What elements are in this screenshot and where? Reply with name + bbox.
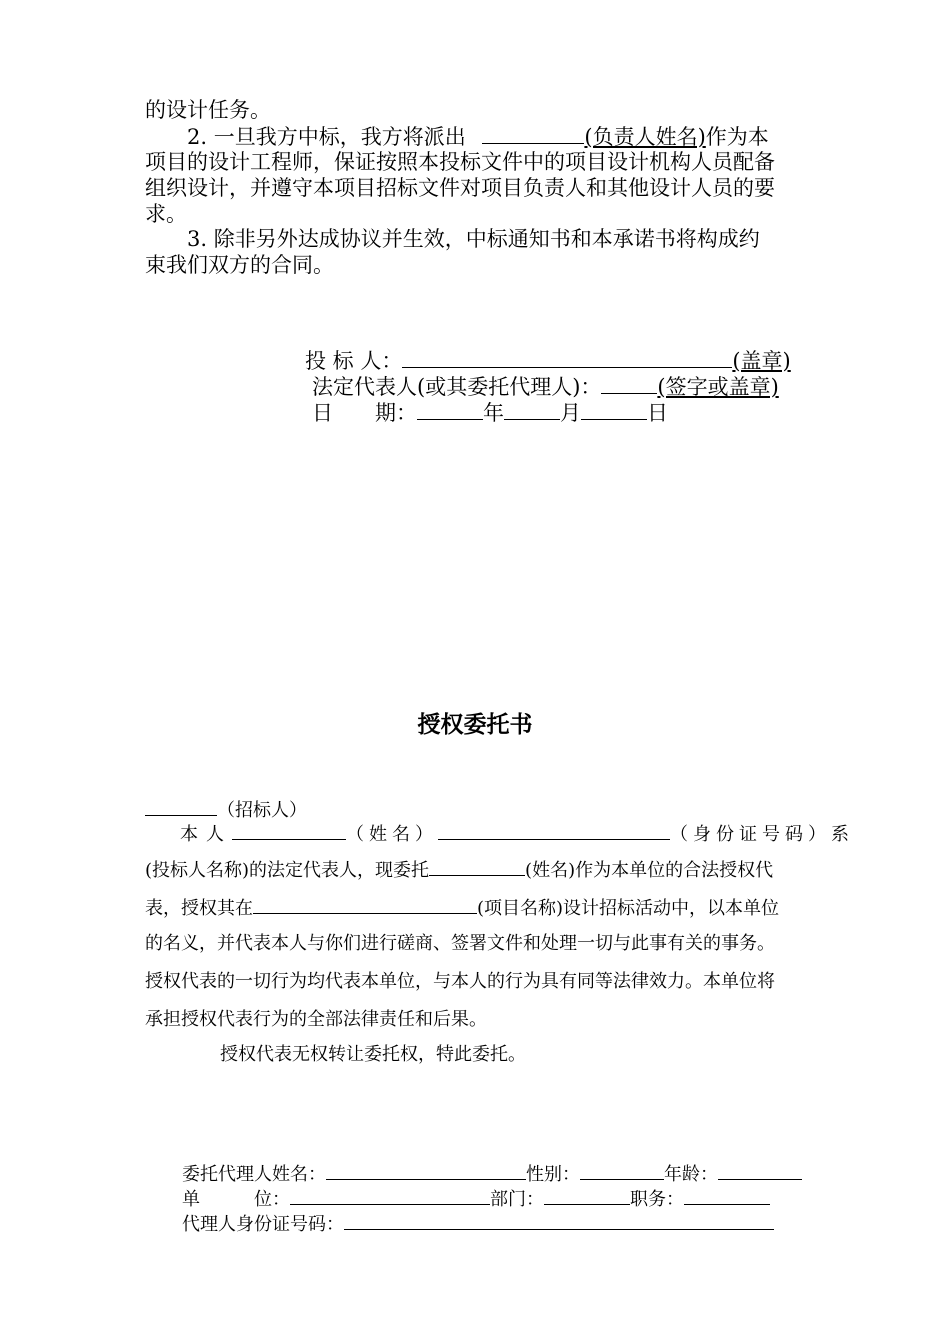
bidder-seal-note: (盖章) — [732, 349, 791, 373]
auth-para-line3 — [145, 895, 779, 921]
project-name-blank[interactable] — [253, 895, 477, 914]
id-label: （身份证号码）系 — [670, 824, 854, 845]
unit-label: 单 位： — [182, 1189, 290, 1210]
dept-label: 部门： — [490, 1189, 544, 1210]
agent-name-field[interactable] — [326, 1161, 526, 1180]
addressee-blank[interactable] — [145, 797, 217, 816]
date-line — [312, 399, 668, 426]
commitment-item3-line1: 3. 除非另外达成协议并生效，中标通知书和本承诺书将构成约 — [187, 227, 760, 251]
year-label: 年 — [483, 401, 504, 425]
auth-p2-b: (姓名)作为本单位的合法授权代 — [525, 860, 774, 881]
unit-field[interactable] — [290, 1186, 490, 1205]
auth-p3-b: (项目名称)设计招标活动中，以本单位 — [477, 898, 780, 919]
rep-sign-blank[interactable] — [601, 373, 657, 394]
name-label: （姓名） — [346, 824, 438, 845]
auth-para-line2 — [145, 857, 773, 883]
auth-p3-a: 表，授权其在 — [145, 898, 253, 919]
rep-sign-note: (签字或盖章) — [657, 375, 779, 399]
age-field[interactable] — [718, 1161, 802, 1180]
day-label: 日 — [647, 401, 668, 425]
day-blank[interactable] — [581, 399, 647, 420]
position-label: 职务： — [630, 1189, 684, 1210]
addressee-suffix: （招标人） — [217, 800, 307, 821]
auth-para-line1 — [180, 821, 854, 847]
agent-id-field[interactable] — [344, 1211, 774, 1230]
agent-form-row2 — [182, 1186, 770, 1212]
commitment-item3-line2: 束我们双方的合同。 — [145, 253, 334, 277]
auth-p2-a: (投标人名称)的法定代表人，现委托 — [145, 860, 430, 881]
manager-name-placeholder: (负责人姓名) — [584, 125, 706, 149]
authorization-title: 授权委托书 — [417, 712, 533, 738]
agent-name-blank[interactable] — [429, 857, 525, 876]
principal-name-blank[interactable] — [232, 821, 346, 840]
addressee-line — [145, 797, 307, 823]
commitment-item2-line2: 项目的设计工程师，保证按照本投标文件中的项目设计机构人员配备 — [145, 150, 775, 174]
commitment-line0: 的设计任务。 — [145, 98, 271, 122]
rep-label: 法定代表人(或其委托代理人)： — [312, 375, 602, 399]
self-label: 本人 — [180, 824, 232, 845]
month-blank[interactable] — [504, 399, 560, 420]
gender-label: 性别： — [526, 1164, 580, 1185]
agent-form-row3 — [182, 1211, 774, 1237]
bidder-label: 投 标 人： — [305, 349, 403, 373]
auth-para-line5: 授权代表的一切行为均代表本单位，与本人的行为具有同等法律效力。本单位将 — [145, 971, 775, 992]
auth-para-line6: 承担授权代表行为的全部法律责任和后果。 — [145, 1009, 487, 1030]
bidder-signature-line — [305, 347, 791, 374]
dept-field[interactable] — [544, 1186, 630, 1205]
gender-field[interactable] — [580, 1161, 664, 1180]
item2-prefix: 2. 一旦我方中标，我方将派出 — [187, 125, 466, 149]
age-label: 年龄： — [664, 1164, 718, 1185]
auth-para-line7: 授权代表无权转让委托权，特此委托。 — [220, 1044, 526, 1065]
id-number-blank[interactable] — [438, 821, 670, 840]
manager-name-blank[interactable] — [482, 123, 584, 144]
position-field[interactable] — [684, 1186, 770, 1205]
agent-form-row1 — [182, 1161, 802, 1187]
commitment-item2-line1 — [187, 123, 769, 150]
bidder-seal-blank[interactable] — [402, 347, 732, 368]
year-blank[interactable] — [417, 399, 483, 420]
rep-signature-line — [312, 373, 779, 400]
date-label: 日 期： — [312, 401, 417, 425]
item2-suffix: 作为本 — [705, 125, 769, 149]
agent-name-label: 委托代理人姓名： — [182, 1164, 326, 1185]
id-number-label: 代理人身份证号码： — [182, 1214, 344, 1235]
commitment-item2-line4: 求。 — [145, 202, 187, 226]
month-label: 月 — [560, 401, 581, 425]
auth-para-line4: 的名义，并代表本人与你们进行磋商、签署文件和处理一切与此事有关的事务。 — [145, 933, 775, 954]
commitment-item2-line3: 组织设计，并遵守本项目招标文件对项目负责人和其他设计人员的要 — [145, 176, 775, 200]
